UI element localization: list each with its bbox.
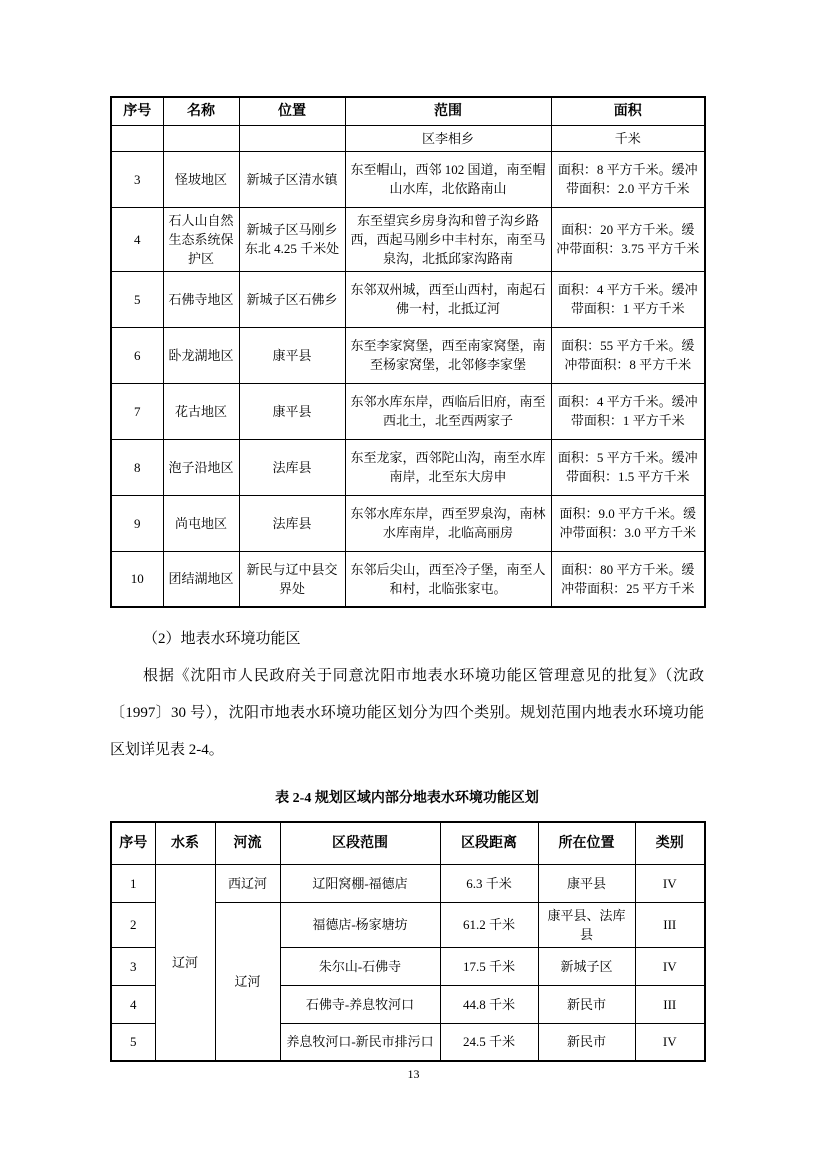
table-cell-area: 面积：20 平方千米。缓冲带面积：3.75 平方千米 — [551, 207, 705, 271]
table-row — [111, 207, 705, 271]
table-cell-river: 西辽河 — [215, 864, 280, 902]
column-header-class: 类别 — [635, 822, 705, 864]
table-cell-scope: 东邻水库东岸，西临后旧府，南至西北土，北至西两家子 — [345, 383, 551, 439]
column-header-no: 序号 — [111, 97, 163, 125]
table-cell-segment: 辽阳窝棚-福德店 — [280, 864, 440, 902]
table-cell-distance: 44.8 千米 — [440, 985, 538, 1023]
table-cell-location: 新城子区清水镇 — [239, 151, 345, 207]
table-cell-no: 5 — [111, 1023, 155, 1061]
table-cell-name: 石人山自然生态系统保护区 — [163, 207, 239, 271]
table-header-row — [111, 97, 705, 125]
table-cell-area: 面积：5 平方千米。缓冲带面积：1.5 平方千米 — [551, 439, 705, 495]
table-cell-system: 辽河 — [155, 864, 215, 1061]
section-heading: （2）地表水环境功能区 — [143, 631, 301, 647]
table-cell-segment: 朱尔山-石佛寺 — [280, 947, 440, 985]
table-cell-scope: 区李相乡 — [345, 125, 551, 151]
table-cell-location: 新城子区石佛乡 — [239, 271, 345, 327]
table-row — [111, 271, 705, 327]
column-header-distance: 区段距离 — [440, 822, 538, 864]
table-row — [111, 864, 705, 902]
table-cell-name: 卧龙湖地区 — [163, 327, 239, 383]
table-cell-distance: 17.5 千米 — [440, 947, 538, 985]
table-cell-name: 花古地区 — [163, 383, 239, 439]
table-row — [111, 383, 705, 439]
column-header-river: 河流 — [215, 822, 280, 864]
page-number: 13 — [407, 1067, 420, 1081]
table-cell-class: IV — [635, 864, 705, 902]
table-cell-location: 康平县 — [239, 383, 345, 439]
table-cell-distance: 61.2 千米 — [440, 902, 538, 947]
column-header-no: 序号 — [111, 822, 155, 864]
table-cell-scope: 东邻双州城，西至山西村，南起石佛一村，北抵辽河 — [345, 271, 551, 327]
table-cell-no: 8 — [111, 439, 163, 495]
table-cell-distance: 24.5 千米 — [440, 1023, 538, 1061]
table-cell-class: III — [635, 985, 705, 1023]
table-cell-area: 面积：4 平方千米。缓冲带面积：1 平方千米 — [551, 383, 705, 439]
column-header-area: 面积 — [551, 97, 705, 125]
column-header-segment: 区段范围 — [280, 822, 440, 864]
table-row — [111, 151, 705, 207]
table-cell-scope: 东至龙家，西邻陀山沟，南至水库南岸，北至东大房申 — [345, 439, 551, 495]
table-cell-area: 面积：4 平方千米。缓冲带面积：1 平方千米 — [551, 271, 705, 327]
table-cell-area: 千米 — [551, 125, 705, 151]
table-cell-location: 新民与辽中县交界处 — [239, 551, 345, 607]
table-cell-area: 面积：55 平方千米。缓冲带面积：8 平方千米 — [551, 327, 705, 383]
table-caption: 表 2-4 规划区域内部分地表水环境功能区划 — [275, 791, 539, 806]
column-header-system: 水系 — [155, 822, 215, 864]
table-cell-location: 新民市 — [538, 985, 635, 1023]
table-cell-no: 1 — [111, 864, 155, 902]
table-cell-no: 6 — [111, 327, 163, 383]
table-cell-scope: 东至帽山，西邻 102 国道，南至帽山水库，北依路南山 — [345, 151, 551, 207]
table-cell-scope: 东邻后尖山，西至冷子堡，南至人和村，北临张家屯。 — [345, 551, 551, 607]
table-cell-name: 石佛寺地区 — [163, 271, 239, 327]
protected-areas-table — [110, 96, 706, 608]
table-cell-location: 法库县 — [239, 439, 345, 495]
column-header-scope: 范围 — [345, 97, 551, 125]
table-cell-no: 5 — [111, 271, 163, 327]
table-cell-location: 新民市 — [538, 1023, 635, 1061]
table-cell-scope: 东至李家窝堡，西至南家窝堡，南至杨家窝堡，北邻修李家堡 — [345, 327, 551, 383]
table-cell-name: 团结湖地区 — [163, 551, 239, 607]
table-cell-location — [239, 125, 345, 151]
table-cell-location: 康平县、法库县 — [538, 902, 635, 947]
column-header-location: 所在位置 — [538, 822, 635, 864]
table-cell-class: IV — [635, 1023, 705, 1061]
table-cell-segment: 养息牧河口-新民市排污口 — [280, 1023, 440, 1061]
column-header-name: 名称 — [163, 97, 239, 125]
water-function-zones-table — [110, 821, 706, 1062]
table-cell-location: 康平县 — [239, 327, 345, 383]
table-cell-area: 面积：8 平方千米。缓冲带面积：2.0 平方千米 — [551, 151, 705, 207]
table-cell-no: 3 — [111, 947, 155, 985]
table-cell-name: 怪坡地区 — [163, 151, 239, 207]
table-header-row — [111, 822, 705, 864]
table-cell-no: 10 — [111, 551, 163, 607]
table-cell-class: III — [635, 902, 705, 947]
table-cell-area: 面积：9.0 平方千米。缓冲带面积：3.0 平方千米 — [551, 495, 705, 551]
table-cell-no: 4 — [111, 985, 155, 1023]
table-cell-segment: 石佛寺-养息牧河口 — [280, 985, 440, 1023]
table-row — [111, 551, 705, 607]
table-cell-class: IV — [635, 947, 705, 985]
table-cell-distance: 6.3 千米 — [440, 864, 538, 902]
table-cell-area: 面积：80 平方千米。缓冲带面积：25 平方千米 — [551, 551, 705, 607]
table-cell-no: 9 — [111, 495, 163, 551]
column-header-location: 位置 — [239, 97, 345, 125]
table-cell-no: 4 — [111, 207, 163, 271]
table-cell-no — [111, 125, 163, 151]
table-cell-name: 尚屯地区 — [163, 495, 239, 551]
table-cell-location: 新城子区 — [538, 947, 635, 985]
table-cell-river: 辽河 — [215, 902, 280, 1061]
table-row — [111, 327, 705, 383]
table-cell-no: 7 — [111, 383, 163, 439]
table-cell-scope: 东至望宾乡房身沟和曾子沟乡路西，西起马刚乡中丰村东，南至马泉沟，北抵邱家沟路南 — [345, 207, 551, 271]
table-cell-name — [163, 125, 239, 151]
table-cell-no: 3 — [111, 151, 163, 207]
table-cell-no: 2 — [111, 902, 155, 947]
table-row — [111, 439, 705, 495]
table-cell-location: 新城子区马刚乡东北 4.25 千米处 — [239, 207, 345, 271]
table-row — [111, 495, 705, 551]
table-row — [111, 125, 705, 151]
page-content — [110, 96, 704, 1062]
table-cell-location: 康平县 — [538, 864, 635, 902]
table-cell-scope: 东邻水库东岸，西至罗泉沟，南林水库南岸，北临高丽房 — [345, 495, 551, 551]
body-paragraph: 根据《沈阳市人民政府关于同意沈阳市地表水环境功能区管理意见的批复》（沈政〔1997〕30 号），沈阳市地表水环境功能区划分为四个类别。规划范围内地表水环境功能区划详见表 2-4。 — [110, 668, 704, 758]
table-cell-location: 法库县 — [239, 495, 345, 551]
table-cell-name: 泡子沿地区 — [163, 439, 239, 495]
table-cell-segment: 福德店-杨家塘坊 — [280, 902, 440, 947]
